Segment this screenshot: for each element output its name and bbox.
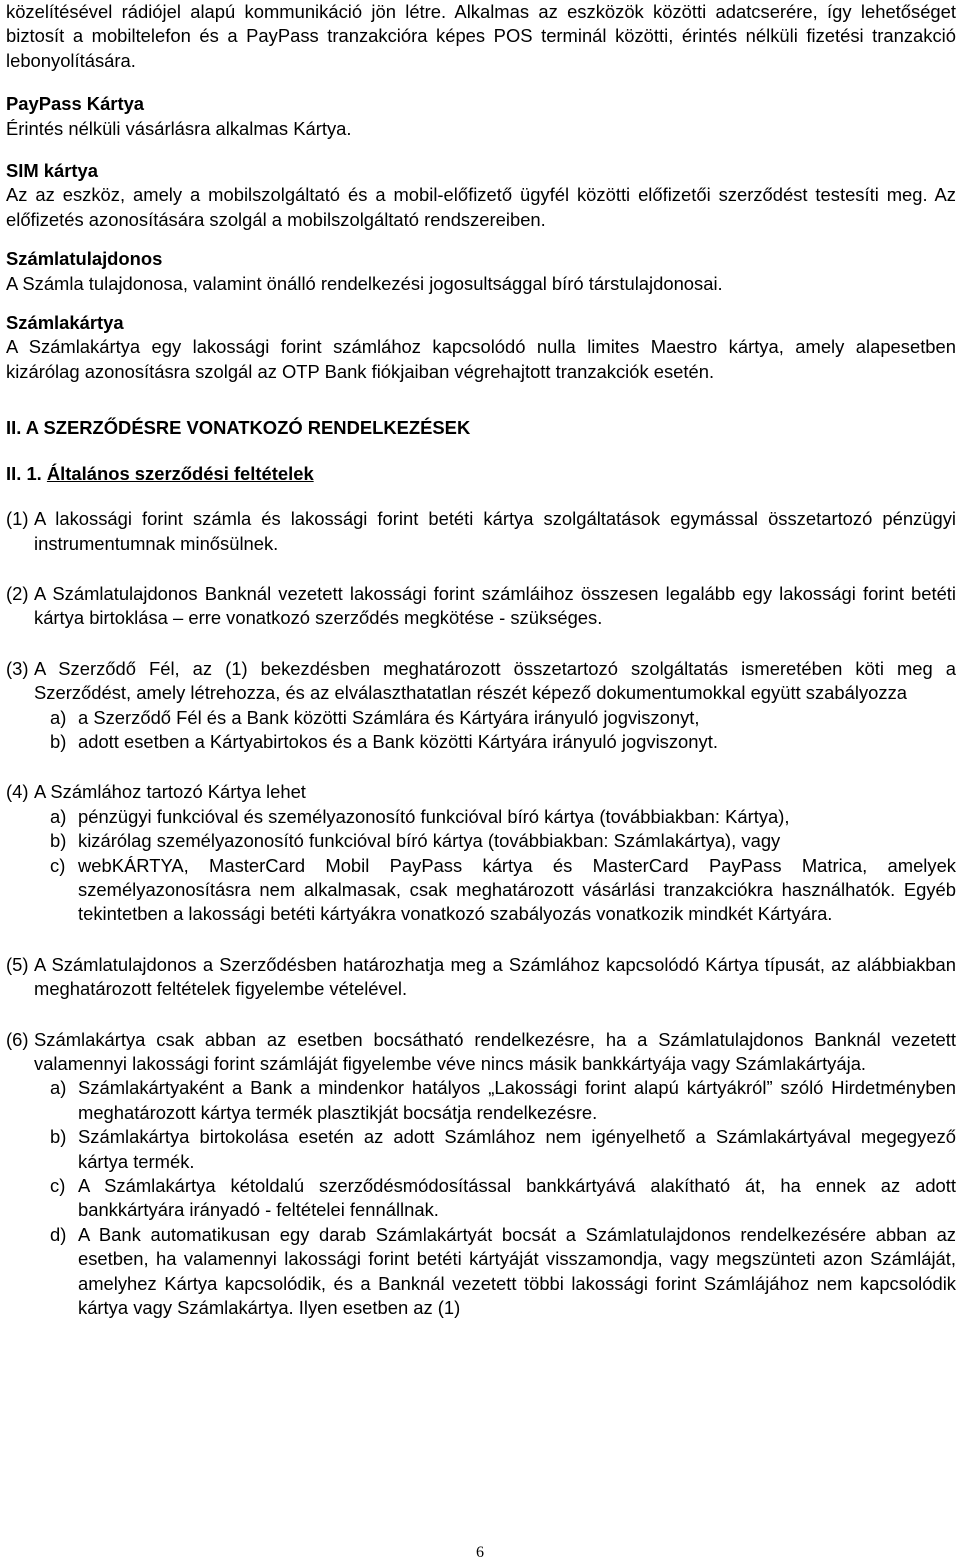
item-letter: b) — [50, 730, 67, 752]
intro-paragraph: közelítésével rádiójel alapú kommunikáció jön létre. Alkalmas az eszközök közötti adatcserére, így lehetőséget biztosít a mobiltelefon és a PayPass tranzakcióra képes POS terminál közötti, érintés nélküli fizetési tranzakció lebonyolítására. — [6, 1, 956, 71]
clause-number: (6) — [6, 1028, 29, 1050]
clause-number: (2) — [6, 582, 29, 604]
clause-text: A Számlához tartozó Kártya lehet — [34, 781, 306, 803]
list-item — [6, 1076, 956, 1125]
list-item — [6, 1223, 956, 1321]
subsection-title: Általános szerződési feltételek — [46, 462, 314, 484]
definition-sim-card — [6, 159, 956, 232]
item-letter: a) — [50, 706, 67, 728]
item-letter: a) — [50, 805, 67, 827]
definition-text: A Számla tulajdonosa, valamint önálló rendelkezési jogosultsággal bíró társtulajdonosai. — [6, 272, 723, 294]
definition-term: SIM kártya — [6, 160, 98, 182]
item-text: Számlakártya birtokolása esetén az adott Számlához nem igényelhető a Számlakártyával megegyező kártya termék. — [78, 1126, 956, 1172]
list-item — [6, 854, 956, 927]
definition-term: Számlakártya — [6, 312, 124, 334]
clause-3 — [6, 657, 956, 706]
definition-text: Érintés nélküli vásárlásra alkalmas Kártya. — [6, 117, 352, 139]
list-item — [6, 829, 956, 853]
definition-account-card — [6, 311, 956, 384]
clause-1 — [6, 507, 956, 556]
clause-number: (4) — [6, 781, 29, 803]
clause-2 — [6, 582, 956, 631]
clause-6-items — [6, 1076, 956, 1320]
item-letter: c) — [50, 854, 66, 876]
item-text: pénzügyi funkcióval és személyazonosító funkcióval bíró kártya (továbbiakban: Kártya), — [78, 805, 790, 827]
subsection-heading — [6, 462, 956, 486]
definition-text: Az az eszköz, amely a mobilszolgáltató és a mobil-előfizető ügyfél közötti előfizetői szerződést testesíti meg. Az előfizetés azonosítására szolgál a mobilszolgáltató rendszereiben. — [6, 184, 956, 230]
item-text: kizárólag személyazonosító funkcióval bíró kártya (továbbiakban: Számlakártya), vagy — [78, 830, 781, 852]
clause-number: (3) — [6, 657, 29, 679]
list-item — [6, 805, 956, 829]
item-text: A Számlakártya kétoldalú szerződésmódosítással bankkártyává alakítható át, ha ennek az adott bankkártyára irányadó - feltételei fennállnak. — [78, 1175, 956, 1221]
subsection-number: II. 1. — [6, 462, 42, 484]
clause-number: (1) — [6, 508, 29, 530]
definition-text: A Számlakártya egy lakossági forint számlához kapcsolódó nulla limites Maestro kártya, amely alapesetben kizárólag azonosításra szolgál az OTP Bank fiókjaiban végrehajtott tranzakciók esetén. — [6, 336, 956, 382]
clause-text: A Számlatulajdonos a Szerződésben határozhatja meg a Számlához kapcsolódó Kártya típusát, az alábbiakban meghatározott feltételek figyelembe vételével. — [34, 953, 956, 1000]
list-item — [6, 1174, 956, 1223]
page-number: 6 — [476, 1544, 484, 1561]
clause-3-items — [6, 706, 956, 755]
clause-text: A lakossági forint számla és lakossági forint betéti kártya szolgáltatások egymással összetartozó pénzügyi instrumentumnak minősülnek. — [34, 508, 956, 554]
clause-4-items — [6, 805, 956, 927]
item-text: A Bank automatikusan egy darab Számlakártyát bocsát a Számlatulajdonos rendelkezésére abban az esetben, ha valamennyi lakossági forint betéti kártyáját visszamondja, vagy megszünteti azon Számláját, amelyhez Kártya kapcsolódik, és a Banknál vezetett többi lakossági forint Számlájához nem kapcsolódik kártya vagy Számlakártya. Ilyen esetben az (1) — [78, 1223, 956, 1319]
section-heading: II. A SZERZŐDÉSRE VONATKOZÓ RENDELKEZÉSEK — [6, 417, 471, 439]
clause-number: (5) — [6, 953, 29, 975]
item-text: Számlakártyaként a Bank a mindenkor hatályos „Lakossági forint alapú kártyákról” szóló Hirdetményben meghatározott kártya termék plasztikját bocsátja rendelkezésre. — [78, 1077, 956, 1123]
clause-text: A Számlatulajdonos Banknál vezetett lakossági forint számláihoz összesen legalább egy lakossági forint betéti kártya birtoklása – erre vonatkozó szerződés megkötése - szükséges. — [34, 582, 956, 629]
list-item — [6, 1125, 956, 1174]
definition-paypass-card — [6, 92, 956, 141]
list-item — [6, 730, 956, 754]
clause-5 — [6, 953, 956, 1002]
item-text: a Szerződő Fél és a Bank közötti Számlára és Kártyára irányuló jogviszonyt, — [78, 706, 700, 728]
definition-term: Számlatulajdonos — [6, 248, 163, 270]
item-text: webKÁRTYA, MasterCard Mobil PayPass kártya és MasterCard PayPass Matrica, amelyek személyazonosításra nem alkalmasak, csak meghatározott vásárlási tranzakciókra használhatók. Egyéb tekintetben a lakossági betéti kártyákra vonatkozó szabályozás vonatkozik mindkét Kártyára. — [78, 854, 956, 925]
document-page — [6, 0, 956, 1320]
clause-text: Számlakártya csak abban az esetben bocsátható rendelkezésre, ha a Számlatulajdonos Banknál vezetett valamennyi lakossági forint számláját figyelembe véve nincs másik bankkártyája vagy Számlakártyája. — [34, 1028, 956, 1074]
item-text: adott esetben a Kártyabirtokos és a Bank közötti Kártyára irányuló jogviszonyt. — [78, 730, 718, 752]
item-letter: a) — [50, 1077, 67, 1099]
definition-account-holder — [6, 247, 956, 296]
item-letter: c) — [50, 1175, 66, 1197]
list-item — [6, 706, 956, 730]
clause-4 — [6, 780, 956, 804]
item-letter: b) — [50, 1126, 67, 1148]
clause-text: A Szerződő Fél, az (1) bekezdésben meghatározott összetartozó szolgáltatás ismeretében köti meg a Szerződést, amely létrehozza, és az elválaszthatatlan részét képező dokumentumokkal együtt szabályozza — [34, 657, 956, 704]
item-letter: b) — [50, 830, 67, 852]
item-letter: d) — [50, 1223, 67, 1245]
clause-6 — [6, 1028, 956, 1077]
definition-term: PayPass Kártya — [6, 93, 145, 115]
